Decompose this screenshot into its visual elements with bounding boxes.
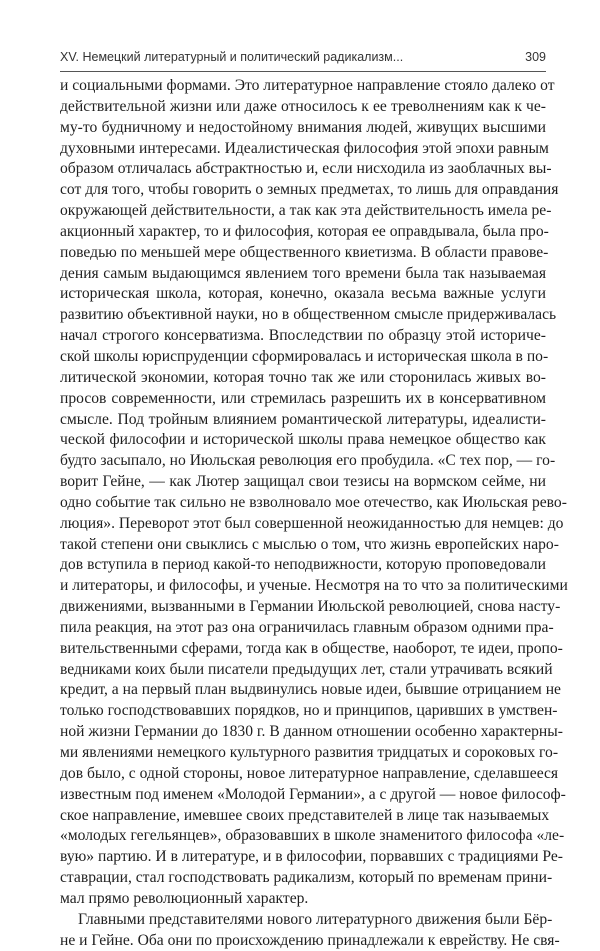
paragraph (60, 910, 560, 951)
text-line: одно событие так сильно не взволновало мое отечество, как Июльская рево- (60, 493, 567, 511)
text-line: дения самым выдающимся явлением того времени была так называемая (60, 264, 546, 282)
text-line: ставрации, стал господствовать радикализм, который по временам прини- (60, 869, 553, 887)
text-line: такой степени они свыклись с мыслью о том, что жизнь европейских наро- (60, 535, 559, 553)
text-line: ной жизни Германии до 1830 г. В данном отношении особенно характерны- (60, 723, 563, 741)
text-line: развитию объективной науки, но в общественном смысле придерживалась (60, 306, 557, 324)
text-line: пила реакция, на этот раз она ограничилась главным образом одними пра- (60, 618, 554, 636)
text-line: не и Гейне. Оба они по происхождению принадлежали к еврейству. Не свя- (60, 931, 560, 949)
body-text (60, 76, 568, 951)
text-line: люция». Переворот этот был совершенной неожиданностью для немцев: до (60, 514, 564, 532)
text-line: кредит, а на первый план выдвинулись новые идеи, бывшие отрицанием не (60, 681, 561, 699)
header-rule (60, 71, 546, 72)
text-line: мал прямо революционный характер. (60, 889, 309, 907)
text-line: литической экономии, которая точно так же или сторонилась живых во- (60, 368, 546, 386)
text-line: ское направление, имевшее своих представителей в лице так называемых (60, 806, 550, 824)
text-line: просов современности, или стремилась разрешить их в консервативном (60, 389, 546, 407)
text-line: действительной жизни или даже относилось к ее треволнениям как к че- (60, 97, 546, 115)
text-line: ческой философии и исторической школы права немецкое общество как (60, 431, 546, 449)
text-line: сот для того, чтобы говорить о земных предметах, то лишь для оправдания (60, 181, 559, 199)
text-line: известным под именем «Молодой Германии», а с другой — новое философ- (60, 785, 566, 803)
text-line: поведью по меньшей мере общественного квиетизма. В области правове- (60, 243, 549, 261)
text-line: смысле. Под тройным влиянием романтической литературы, идеалисти- (60, 410, 546, 428)
page-number: 309 (525, 50, 546, 64)
text-line: му-то будничному и недостойному внимания людей, живущих высшими (60, 118, 546, 136)
text-line: будто засыпало, но Июльская революция его пробудила. «С тех пор, — го- (60, 452, 556, 470)
text-line: дов было, с одной стороны, новое литературное направление, сделавшееся (60, 764, 559, 782)
text-line: духовными интересами. Идеалистическая философия этой эпохи равным (60, 139, 549, 157)
text-line: Главными представителями нового литературного движения были Бёр- (78, 910, 553, 928)
text-line: образом отличалась абстрактностью и, если нисходила из заоблачных вы- (60, 160, 552, 178)
text-line: вую» партию. И в литературе, и в философии, порвавших с традициями Ре- (60, 848, 563, 866)
text-line: только господствовавших порядков, но и принципов, царивших в умствен- (60, 702, 558, 720)
text-line: и литераторы, и философы, и ученые. Несмотря на то что за политическими (60, 577, 568, 595)
text-line: акционный характер, то и философия, которая ее оправдывала, была про- (60, 222, 549, 240)
chapter-title: XV. Немецкий литературный и политический радикализм... (60, 50, 404, 64)
text-line: ворит Гейне, — как Лютер защищал свои тезисы на вормском сейме, ни (60, 473, 546, 491)
text-line: ской школы юриспруденции сформировалась и историческая школа в по- (60, 347, 549, 365)
running-head (60, 50, 546, 68)
text-line: окружающей действительности, а так как эта действительность имела ре- (60, 202, 552, 220)
text-line: движениями, вызванными в Германии Июльской революцией, снова насту- (60, 598, 561, 616)
text-line: вительственными сферами, тогда как в обществе, наоборот, те идеи, пропо- (60, 639, 563, 657)
text-line: ведниками коих были писатели предыдущих лет, стали утрачивать всякий (60, 660, 553, 678)
text-line: историческая школа, которая, конечно, оказала весьма важные услуги (60, 285, 546, 303)
text-line: начал строгого консерватизма. Впоследствии по образцу этой историче- (60, 327, 546, 345)
text-line: дов вступила в период какой-то неподвижности, которую проповедовали (60, 556, 546, 574)
text-line: ми явлениями немецкого культурного развития тридцатых и сороковых го- (60, 744, 559, 761)
text-line: и социальными формами. Это литературное направление стояло далеко от (60, 77, 555, 94)
text-line: «молодых гегельянцев», образовавших в школе знаменитого философа «ле- (60, 827, 565, 845)
paragraph (60, 76, 568, 910)
